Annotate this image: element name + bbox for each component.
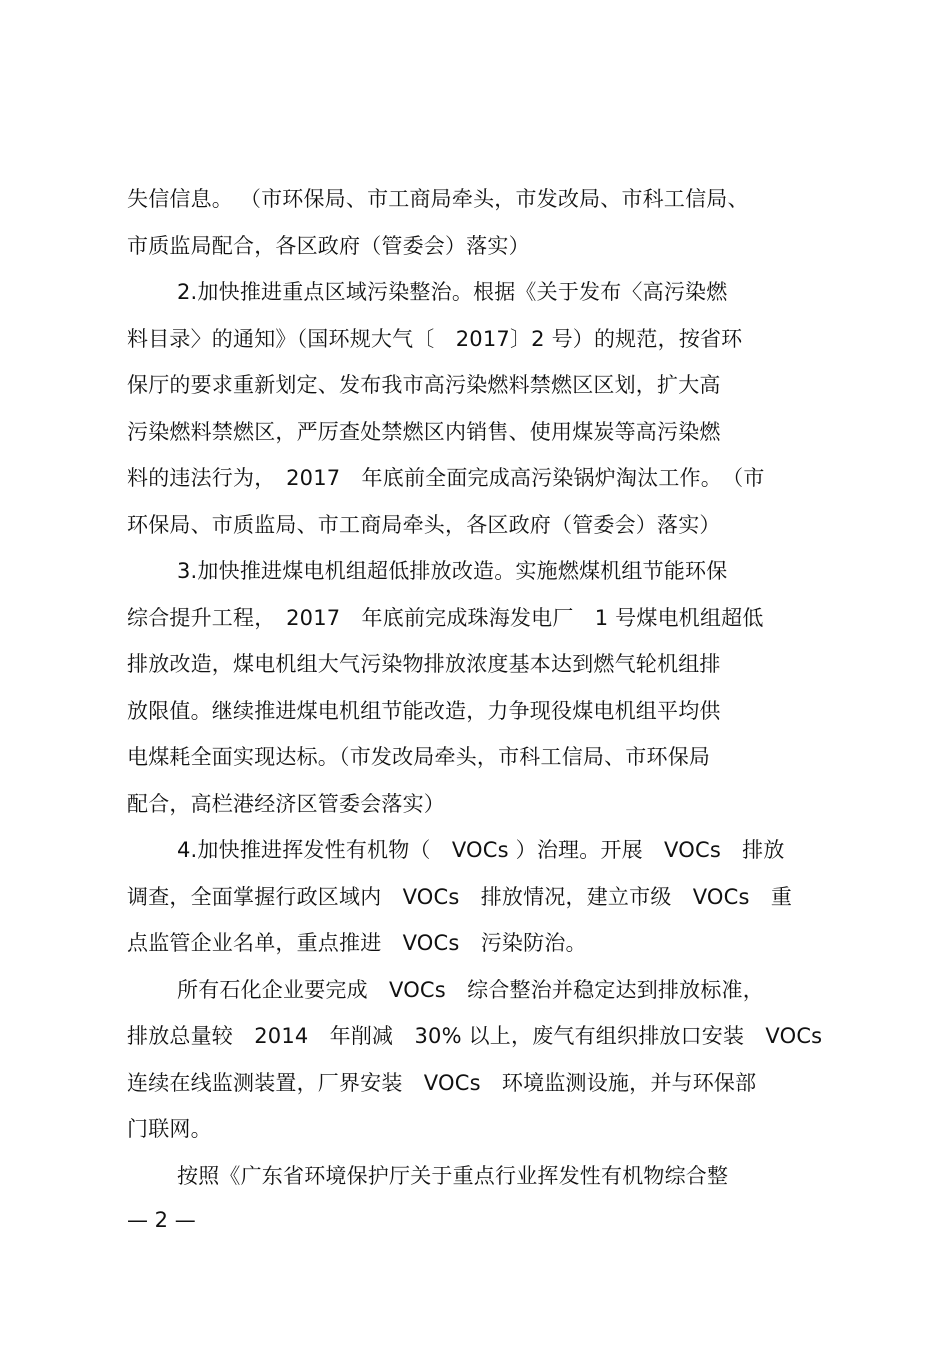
paragraph-heading-2: 2.加快推进重点区域污染整治。根据《关于发布〈高污染燃 xyxy=(177,280,728,304)
text-line: 料的违法行为， 2017 年底前全面完成高污染锅炉淘汰工作。 （市 xyxy=(127,466,765,490)
text-line: 失信信息。 （市环保局、市工商局牵头，市发改局、市科工信局、 xyxy=(127,187,749,211)
text-line: 市质监局配合，各区政府（管委会）落实） xyxy=(127,233,530,258)
paragraph-start: 按照《广东省环境保护厅关于重点行业挥发性有机物综合整 xyxy=(177,1163,729,1188)
text-line: 污染燃料禁燃区，严厉查处禁燃区内销售、使用煤炭等高污染燃 xyxy=(127,419,721,444)
text-line: 放限值。继续推进煤电机组节能改造，力争现役煤电机组平均供 xyxy=(127,698,721,723)
text-line: 调查，全面掌握行政区域内 VOCs 排放情况，建立市级 VOCs 重 xyxy=(127,884,793,909)
text-line: 保厅的要求重新划定、发布我市高污染燃料禁燃区区划，扩大高 xyxy=(127,373,721,397)
paragraph-heading-3: 3.加快推进煤电机组超低排放改造。实施燃煤机组节能环保 xyxy=(177,559,728,583)
body-text xyxy=(127,176,837,1199)
text-line: 门联网。 xyxy=(127,1117,212,1141)
paragraph-heading-4: 4.加快推进挥发性有机物（ VOCs ）治理。开展 VOCs 排放 xyxy=(177,838,785,862)
text-line: 连续在线监测装置，厂界安装 VOCs 环境监测设施，并与环保部 xyxy=(127,1070,757,1095)
text-line: 综合提升工程， 2017 年底前完成珠海发电厂 1 号煤电机组超低 xyxy=(127,605,764,630)
page-number: — 2 — xyxy=(127,1208,196,1232)
text-line: 环保局、市质监局、市工商局牵头，各区政府（管委会）落实） xyxy=(127,512,721,537)
text-line: 料目录〉的通知》（国环规大气〔 2017〕2 号）的规范，按省环 xyxy=(127,326,743,351)
text-line: 点监管企业名单，重点推进 VOCs 污染防治。 xyxy=(127,931,587,955)
text-line: 排放改造，煤电机组大气污染物排放浓度基本达到燃气轮机组排 xyxy=(127,652,721,676)
text-line: 排放总量较 2014 年削减 30% 以上，废气有组织排放口安装 VOCs xyxy=(127,1024,823,1048)
paragraph-start: 所有石化企业要完成 VOCs 综合整治并稳定达到排放标准， xyxy=(177,977,764,1002)
text-line: 电煤耗全面实现达标。（市发改局牵头，市科工信局、市环保局 xyxy=(127,745,711,769)
text-line: 配合，高栏港经济区管委会落实） xyxy=(127,791,445,816)
